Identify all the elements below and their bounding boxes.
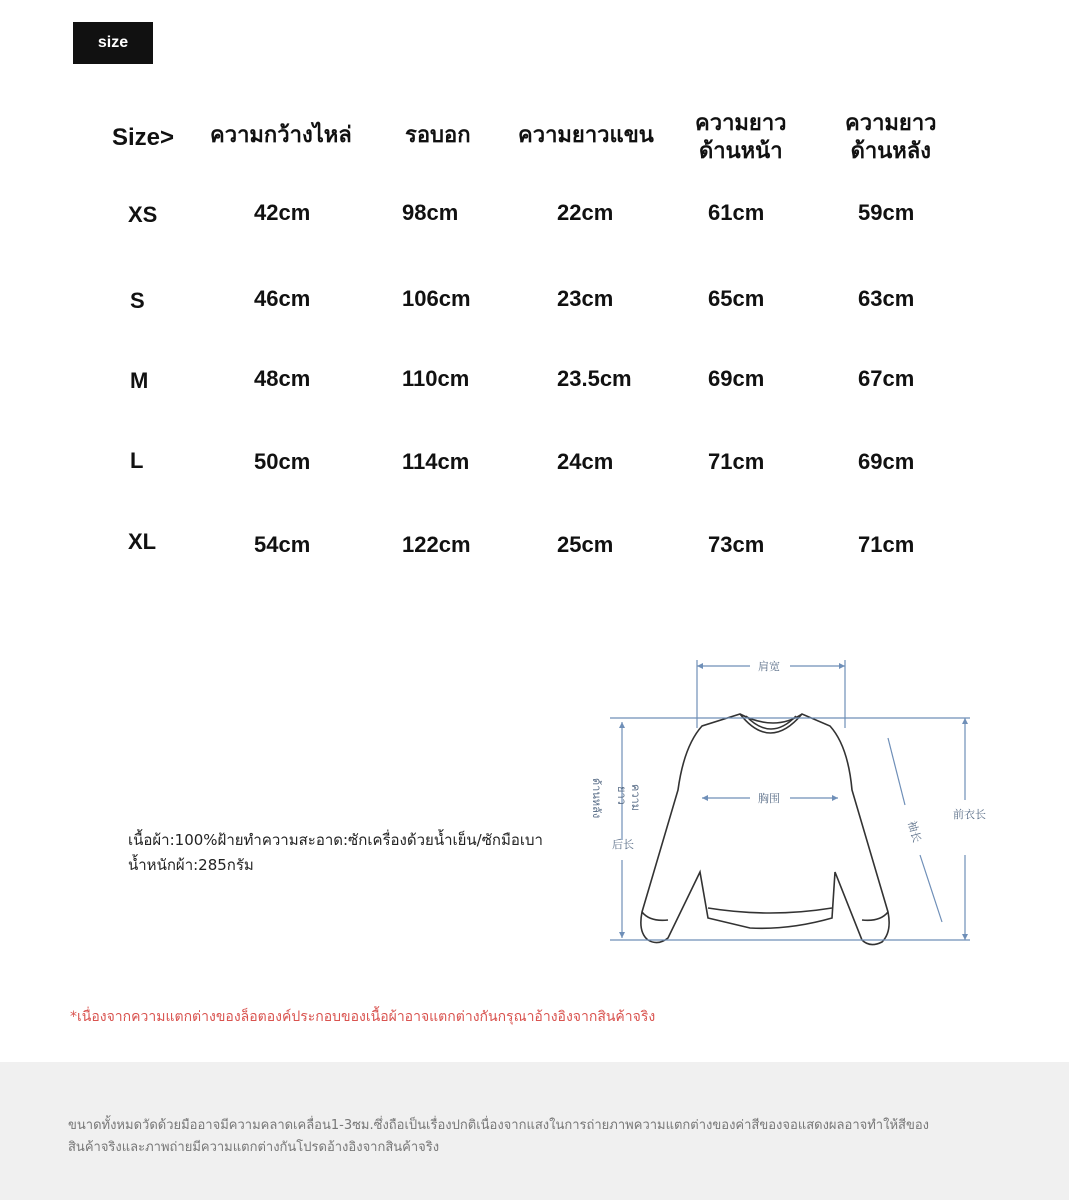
disclaimer-note: *เนื่องจากความแตกต่างของล็อตองค์ประกอบของเนื้อผ้าอาจแตกต่างกันกรุณาอ้างอิงจากสินค้าจริง bbox=[70, 1009, 656, 1025]
back-length-thai-label: ด้านหลัง bbox=[590, 778, 603, 819]
cell-sleeve: 22cm bbox=[557, 200, 614, 225]
header-front-length-line2: ด้านหน้า bbox=[698, 139, 783, 164]
size-label: S bbox=[130, 288, 145, 313]
shoulder-label: 肩宽 bbox=[758, 660, 780, 673]
front-length-label: 前衣长 bbox=[953, 808, 986, 821]
cell-front-length: 71cm bbox=[708, 449, 765, 474]
cell-shoulder: 50cm bbox=[254, 449, 311, 474]
header-front-length bbox=[695, 110, 787, 166]
cell-chest: 114cm bbox=[402, 449, 470, 474]
size-column-header: Size> bbox=[112, 124, 175, 151]
size-label: L bbox=[130, 448, 144, 473]
size-badge: size bbox=[73, 22, 153, 64]
cell-chest: 98cm bbox=[402, 200, 459, 225]
header-shoulder-width: ความกว้างไหล่ bbox=[210, 123, 352, 148]
cell-shoulder: 42cm bbox=[254, 200, 311, 225]
header-back-length bbox=[845, 110, 937, 166]
header-sleeve-length: ความยาวแขน bbox=[518, 123, 654, 148]
cell-chest: 106cm bbox=[402, 286, 471, 311]
cell-sleeve: 23.5cm bbox=[557, 366, 632, 391]
measurement-lines bbox=[610, 660, 970, 940]
cell-chest: 110cm bbox=[402, 366, 470, 391]
cell-front-length: 69cm bbox=[708, 366, 765, 391]
cell-chest: 122cm bbox=[402, 532, 471, 557]
sweatshirt-measurement-diagram bbox=[590, 650, 986, 950]
cell-front-length: 61cm bbox=[708, 200, 765, 225]
footer-line-1: ขนาดทั้งหมดวัดด้วยมืออาจมีความคลาดเคลื่อน1-3ซม.ซึ่งถือเป็นเรื่องปกติเนื่องจากแสงในการถ่ายภาพความแตกต่างของค่าสีของจอแสดงผลอาจทำให้สีของ bbox=[68, 1118, 930, 1133]
header-chest: รอบอก bbox=[405, 123, 471, 148]
back-length-thai-label-2: ยาว bbox=[615, 786, 628, 805]
size-label: XL bbox=[128, 529, 157, 554]
cell-back-length: 67cm bbox=[858, 366, 915, 391]
fabric-weight: น้ำหนักผ้า:285กรัม bbox=[128, 856, 254, 874]
sleeve-label: 袖长 bbox=[905, 819, 924, 845]
fabric-composition: เนื้อผ้า:100%ฝ้ายทำความสะอาด:ซักเครื่องด้วยน้ำเย็น/ซักมือเบา bbox=[128, 831, 543, 849]
cell-shoulder: 54cm bbox=[254, 532, 311, 557]
cell-sleeve: 23cm bbox=[557, 286, 614, 311]
cell-sleeve: 25cm bbox=[557, 532, 614, 557]
cell-sleeve: 24cm bbox=[557, 449, 614, 474]
back-length-thai-label-3: ความ bbox=[629, 784, 642, 811]
cell-front-length: 65cm bbox=[708, 286, 765, 311]
cell-back-length: 71cm bbox=[858, 532, 915, 557]
cell-back-length: 63cm bbox=[858, 286, 915, 311]
chest-label: 胸围 bbox=[758, 792, 780, 805]
footer-notice bbox=[0, 1062, 1069, 1200]
header-back-length-line2: ด้านหลัง bbox=[850, 139, 931, 164]
back-length-cn-label: 后长 bbox=[612, 838, 634, 851]
arrowheads bbox=[619, 663, 968, 940]
cell-shoulder: 46cm bbox=[254, 286, 311, 311]
header-front-length-line1: ความยาว bbox=[695, 111, 787, 136]
cell-shoulder: 48cm bbox=[254, 366, 311, 391]
size-label: XS bbox=[128, 202, 158, 227]
footer-line-2: สินค้าจริงและภาพถ่ายมีความแตกต่างกันโปรดอ้างอิงจากสินค้าจริง bbox=[68, 1140, 440, 1155]
cell-back-length: 59cm bbox=[858, 200, 915, 225]
cell-back-length: 69cm bbox=[858, 449, 915, 474]
cell-front-length: 73cm bbox=[708, 532, 765, 557]
size-label: M bbox=[130, 368, 149, 393]
sweatshirt-outline bbox=[641, 714, 889, 945]
header-back-length-line1: ความยาว bbox=[845, 111, 937, 136]
